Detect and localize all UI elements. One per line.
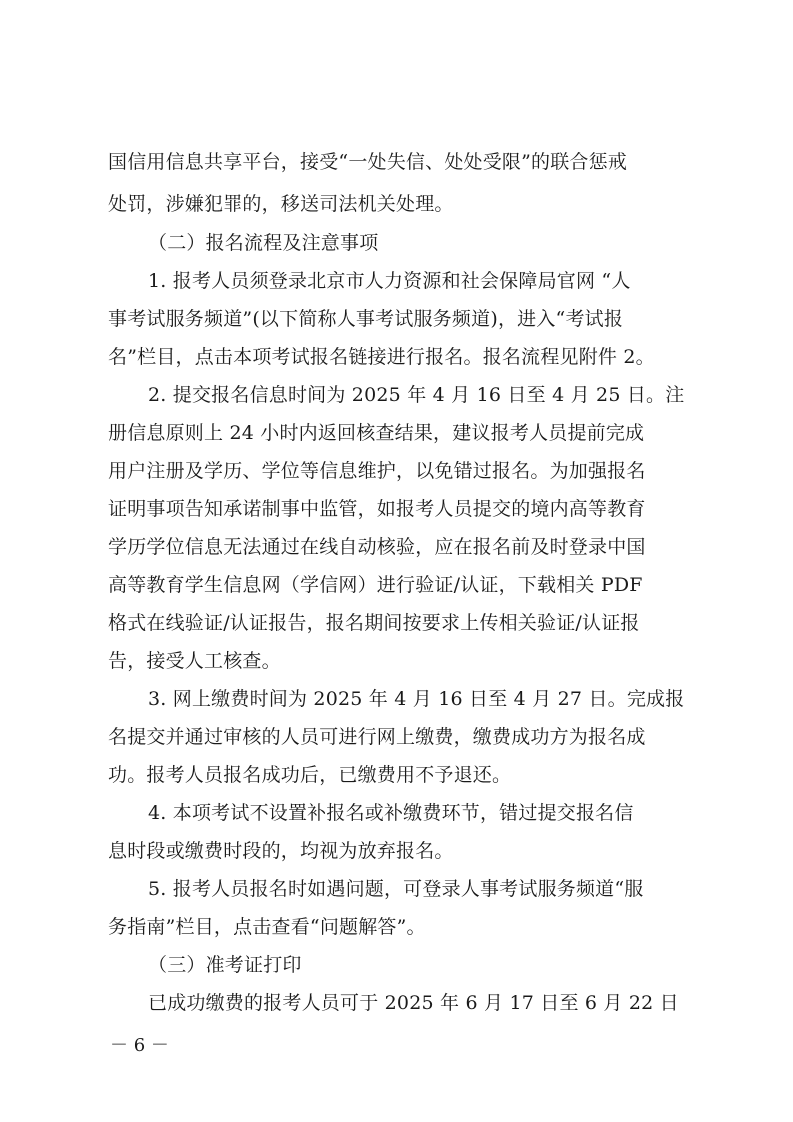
body-text-line: 格式在线验证/认证报告，报名期间按要求上传相关验证/认证报 — [108, 612, 640, 634]
paragraph-start: 已成功缴费的报考人员可于 2025 年 6 月 17 日至 6 月 22 日 — [148, 992, 679, 1014]
body-text-line: 名”栏目，点击本项考试报名链接进行报名。报名流程见附件 2。 — [108, 346, 655, 368]
paragraph-start: 1. 报考人员须登录北京市人力资源和社会保障局官网 “人 — [148, 270, 631, 292]
body-text-line: 告，接受人工核查。 — [108, 650, 281, 672]
body-text-line: 学历学位信息无法通过在线自动核验，应在报名前及时登录中国 — [108, 536, 646, 558]
body-text-line: 事考试服务频道”(以下简称人事考试服务频道)，进入“考试报 — [108, 308, 624, 330]
body-text-line: 国信用信息共享平台，接受“一处失信、处处受限”的联合惩戒 — [108, 151, 628, 173]
paragraph-start: 5. 报考人员报名时如遇问题，可登录人事考试服务频道“服 — [148, 878, 644, 900]
body-text-line: 高等教育学生信息网（学信网）进行验证/认证，下载相关 PDF — [108, 574, 643, 596]
body-text-line: 功。报考人员报名成功后，已缴费用不予退还。 — [108, 764, 512, 786]
body-text-line: 务指南”栏目，点击查看“问题解答”。 — [108, 916, 426, 938]
body-text-line: 息时段或缴费时段的，均视为放弃报名。 — [108, 840, 454, 862]
page-number: － 6 － — [110, 1035, 169, 1056]
body-text-line: 用户注册及学历、学位等信息维护，以免错过报名。为加强报名 — [108, 460, 646, 482]
paragraph-start: 4. 本项考试不设置补报名或补缴费环节，错过提交报名信 — [148, 802, 634, 824]
paragraph-start: 3. 网上缴费时间为 2025 年 4 月 16 日至 4 月 27 日。完成报 — [148, 688, 685, 710]
body-text-line: 证明事项告知承诺制事中监管，如报考人员提交的境内高等教育 — [108, 498, 646, 520]
body-text-line: 册信息原则上 24 小时内返回核查结果，建议报考人员提前完成 — [108, 422, 645, 444]
body-text-line: 处罚，涉嫌犯罪的，移送司法机关处理。 — [108, 193, 454, 215]
paragraph-start: 2. 提交报名信息时间为 2025 年 4 月 16 日至 4 月 25 日。注 — [148, 384, 685, 406]
section-heading: （二）报名流程及注意事项 — [148, 232, 379, 254]
section-heading: （三）准考证打印 — [148, 954, 302, 976]
body-text-line: 名提交并通过审核的人员可进行网上缴费，缴费成功方为报名成 — [108, 726, 646, 748]
